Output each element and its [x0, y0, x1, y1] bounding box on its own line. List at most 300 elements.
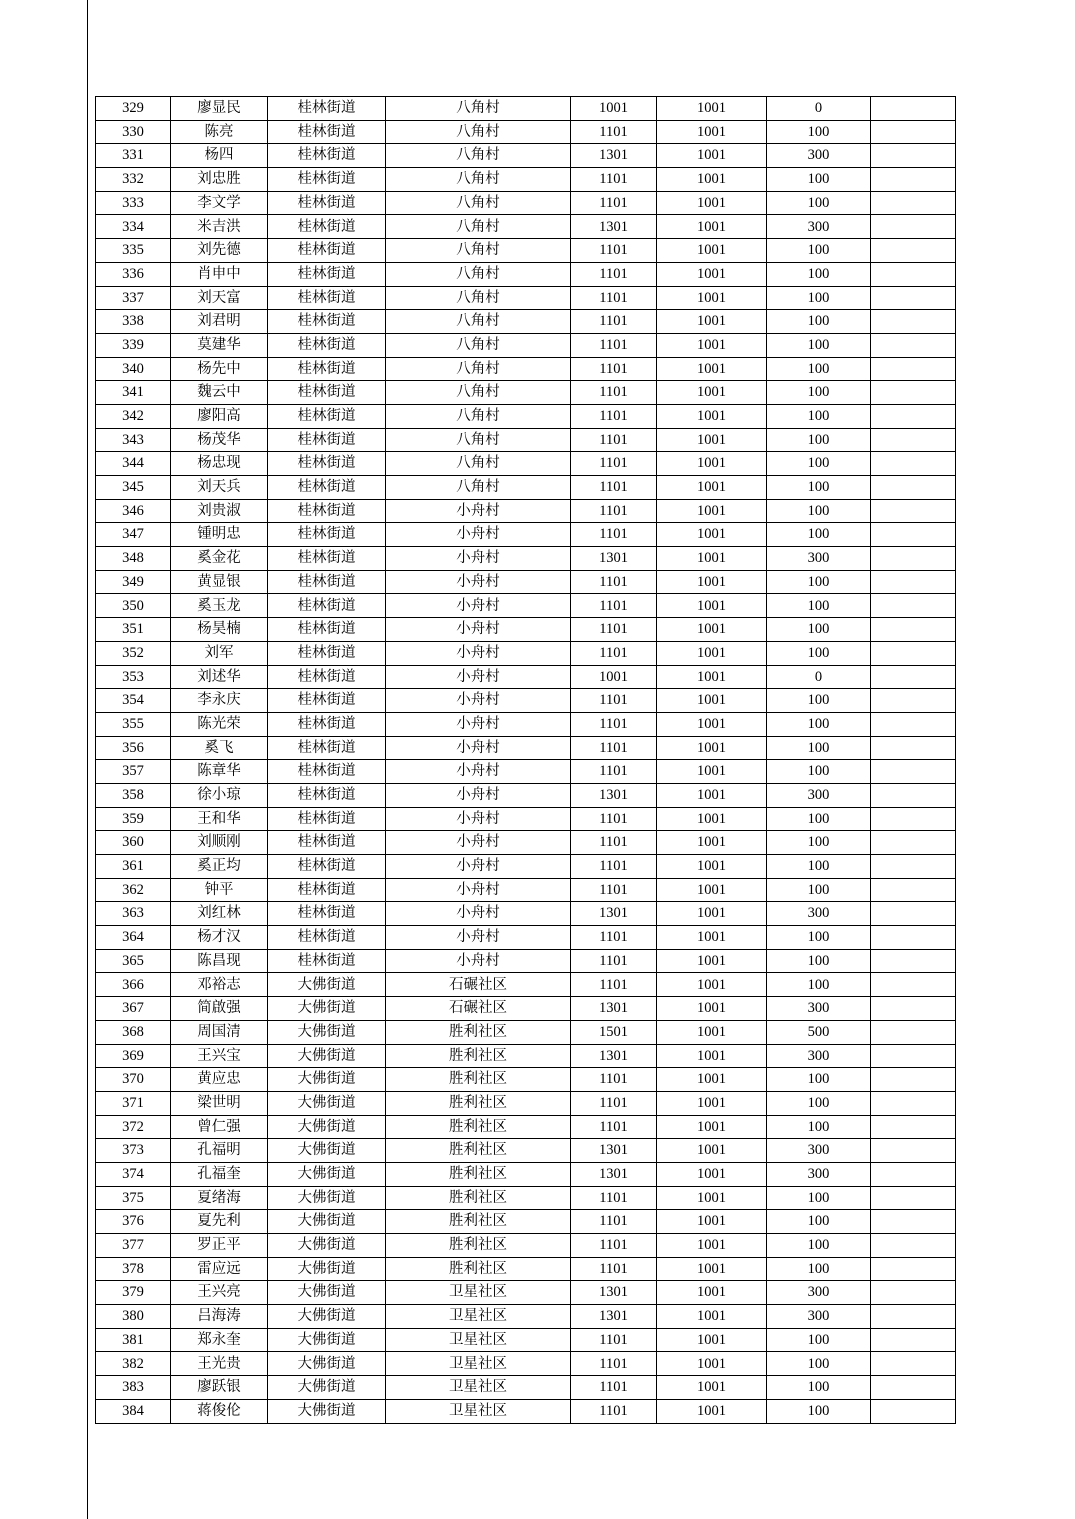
table-row — [96, 452, 956, 476]
cell-name: 杨才汉 — [171, 926, 268, 950]
cell-v2: 1001 — [657, 1305, 767, 1329]
table-row — [96, 428, 956, 452]
cell-village: 胜利社区 — [386, 1115, 571, 1139]
cell-v2: 1001 — [657, 712, 767, 736]
cell-name: 刘军 — [171, 641, 268, 665]
table-row — [96, 783, 956, 807]
cell-v3: 300 — [767, 215, 871, 239]
table-row — [96, 1162, 956, 1186]
cell-v3: 100 — [767, 1186, 871, 1210]
cell-no: 347 — [96, 523, 171, 547]
cell-v1: 1101 — [571, 120, 657, 144]
cell-v1: 1101 — [571, 286, 657, 310]
cell-no: 378 — [96, 1257, 171, 1281]
cell-street: 桂林街道 — [268, 949, 386, 973]
cell-v1: 1101 — [571, 381, 657, 405]
cell-street: 大佛街道 — [268, 1162, 386, 1186]
cell-name: 孔福明 — [171, 1139, 268, 1163]
table-row — [96, 689, 956, 713]
cell-street: 桂林街道 — [268, 712, 386, 736]
cell-street: 桂林街道 — [268, 641, 386, 665]
table-row — [96, 831, 956, 855]
table-row — [96, 1305, 956, 1329]
cell-no: 360 — [96, 831, 171, 855]
cell-v4 — [871, 1281, 956, 1305]
cell-v4 — [871, 97, 956, 121]
cell-v3: 100 — [767, 1115, 871, 1139]
cell-street: 大佛街道 — [268, 1210, 386, 1234]
cell-name: 奚飞 — [171, 736, 268, 760]
cell-v4 — [871, 831, 956, 855]
cell-name: 奚玉龙 — [171, 594, 268, 618]
cell-street: 桂林街道 — [268, 286, 386, 310]
cell-no: 371 — [96, 1091, 171, 1115]
cell-street: 大佛街道 — [268, 1020, 386, 1044]
cell-no: 359 — [96, 807, 171, 831]
cell-v3: 100 — [767, 120, 871, 144]
cell-street: 大佛街道 — [268, 1234, 386, 1258]
cell-no: 375 — [96, 1186, 171, 1210]
cell-village: 小舟村 — [386, 760, 571, 784]
cell-village: 胜利社区 — [386, 1020, 571, 1044]
cell-v2: 1001 — [657, 1352, 767, 1376]
cell-street: 桂林街道 — [268, 665, 386, 689]
cell-village: 小舟村 — [386, 949, 571, 973]
table-row — [96, 665, 956, 689]
table-row — [96, 855, 956, 879]
cell-v1: 1101 — [571, 333, 657, 357]
cell-street: 桂林街道 — [268, 452, 386, 476]
table-row — [96, 1044, 956, 1068]
cell-no: 357 — [96, 760, 171, 784]
cell-no: 362 — [96, 878, 171, 902]
cell-no: 333 — [96, 191, 171, 215]
cell-v4 — [871, 712, 956, 736]
cell-v1: 1301 — [571, 783, 657, 807]
table-row — [96, 1020, 956, 1044]
cell-street: 桂林街道 — [268, 902, 386, 926]
cell-name: 简啟强 — [171, 997, 268, 1021]
cell-v4 — [871, 523, 956, 547]
cell-no: 349 — [96, 570, 171, 594]
cell-street: 桂林街道 — [268, 144, 386, 168]
cell-no: 368 — [96, 1020, 171, 1044]
cell-v1: 1301 — [571, 1281, 657, 1305]
cell-v1: 1101 — [571, 760, 657, 784]
cell-village: 小舟村 — [386, 783, 571, 807]
cell-v4 — [871, 736, 956, 760]
cell-v3: 100 — [767, 926, 871, 950]
cell-v2: 1001 — [657, 523, 767, 547]
cell-street: 桂林街道 — [268, 618, 386, 642]
cell-village: 胜利社区 — [386, 1186, 571, 1210]
cell-village: 胜利社区 — [386, 1257, 571, 1281]
cell-v4 — [871, 1020, 956, 1044]
table-row — [96, 1234, 956, 1258]
cell-village: 小舟村 — [386, 499, 571, 523]
cell-v4 — [871, 333, 956, 357]
cell-name: 邓裕志 — [171, 973, 268, 997]
cell-street: 桂林街道 — [268, 831, 386, 855]
cell-v1: 1101 — [571, 878, 657, 902]
table-row — [96, 570, 956, 594]
cell-street: 桂林街道 — [268, 878, 386, 902]
cell-street: 桂林街道 — [268, 476, 386, 500]
cell-v4 — [871, 902, 956, 926]
table-row — [96, 1068, 956, 1092]
cell-v1: 1001 — [571, 665, 657, 689]
cell-v4 — [871, 855, 956, 879]
cell-v2: 1001 — [657, 807, 767, 831]
cell-v4 — [871, 1115, 956, 1139]
cell-v3: 100 — [767, 1328, 871, 1352]
cell-v2: 1001 — [657, 1210, 767, 1234]
table-row — [96, 902, 956, 926]
cell-v1: 1101 — [571, 689, 657, 713]
cell-street: 桂林街道 — [268, 215, 386, 239]
cell-no: 348 — [96, 547, 171, 571]
cell-v3: 100 — [767, 286, 871, 310]
cell-v4 — [871, 1376, 956, 1400]
cell-v4 — [871, 262, 956, 286]
cell-street: 桂林街道 — [268, 547, 386, 571]
cell-v3: 100 — [767, 168, 871, 192]
cell-v2: 1001 — [657, 689, 767, 713]
table-row — [96, 262, 956, 286]
table-row — [96, 381, 956, 405]
cell-v1: 1101 — [571, 949, 657, 973]
cell-v2: 1001 — [657, 618, 767, 642]
cell-name: 梁世明 — [171, 1091, 268, 1115]
cell-name: 米吉洪 — [171, 215, 268, 239]
cell-street: 大佛街道 — [268, 1281, 386, 1305]
cell-street: 桂林街道 — [268, 97, 386, 121]
cell-v2: 1001 — [657, 310, 767, 334]
cell-name: 郑永奎 — [171, 1328, 268, 1352]
cell-name: 莫建华 — [171, 333, 268, 357]
table-row — [96, 1139, 956, 1163]
cell-v4 — [871, 215, 956, 239]
records-table — [95, 96, 956, 1424]
cell-v2: 1001 — [657, 641, 767, 665]
table-row — [96, 1186, 956, 1210]
cell-v4 — [871, 1139, 956, 1163]
cell-v2: 1001 — [657, 239, 767, 263]
cell-no: 337 — [96, 286, 171, 310]
table-row — [96, 1091, 956, 1115]
cell-village: 八角村 — [386, 215, 571, 239]
cell-street: 桂林街道 — [268, 570, 386, 594]
cell-v1: 1101 — [571, 262, 657, 286]
cell-name: 陈亮 — [171, 120, 268, 144]
table-row — [96, 357, 956, 381]
cell-v1: 1101 — [571, 357, 657, 381]
cell-no: 336 — [96, 262, 171, 286]
cell-street: 大佛街道 — [268, 1305, 386, 1329]
cell-v1: 1301 — [571, 144, 657, 168]
cell-v4 — [871, 1068, 956, 1092]
cell-village: 小舟村 — [386, 926, 571, 950]
cell-v1: 1101 — [571, 310, 657, 334]
cell-street: 桂林街道 — [268, 191, 386, 215]
table-row — [96, 1281, 956, 1305]
table-row — [96, 1352, 956, 1376]
cell-street: 桂林街道 — [268, 855, 386, 879]
table-row — [96, 641, 956, 665]
table-row — [96, 594, 956, 618]
cell-v2: 1001 — [657, 476, 767, 500]
cell-no: 356 — [96, 736, 171, 760]
cell-name: 刘忠胜 — [171, 168, 268, 192]
cell-v4 — [871, 499, 956, 523]
cell-name: 廖显民 — [171, 97, 268, 121]
cell-v2: 1001 — [657, 215, 767, 239]
cell-v2: 1001 — [657, 1281, 767, 1305]
cell-village: 小舟村 — [386, 547, 571, 571]
cell-v3: 300 — [767, 547, 871, 571]
cell-v3: 100 — [767, 523, 871, 547]
cell-village: 小舟村 — [386, 831, 571, 855]
cell-v4 — [871, 310, 956, 334]
cell-v2: 1001 — [657, 333, 767, 357]
cell-v1: 1101 — [571, 191, 657, 215]
table-row — [96, 712, 956, 736]
cell-street: 大佛街道 — [268, 1044, 386, 1068]
cell-v1: 1101 — [571, 1210, 657, 1234]
table-row — [96, 1115, 956, 1139]
cell-v3: 0 — [767, 97, 871, 121]
cell-v1: 1101 — [571, 452, 657, 476]
cell-v2: 1001 — [657, 594, 767, 618]
cell-v4 — [871, 618, 956, 642]
cell-name: 吕海涛 — [171, 1305, 268, 1329]
table-row — [96, 997, 956, 1021]
cell-no: 381 — [96, 1328, 171, 1352]
cell-name: 杨忠现 — [171, 452, 268, 476]
cell-v3: 100 — [767, 1091, 871, 1115]
cell-no: 331 — [96, 144, 171, 168]
cell-street: 桂林街道 — [268, 594, 386, 618]
cell-v3: 100 — [767, 499, 871, 523]
table-row — [96, 1210, 956, 1234]
cell-v3: 300 — [767, 997, 871, 1021]
cell-no: 372 — [96, 1115, 171, 1139]
cell-v1: 1301 — [571, 902, 657, 926]
cell-v2: 1001 — [657, 404, 767, 428]
cell-v2: 1001 — [657, 973, 767, 997]
cell-v1: 1001 — [571, 97, 657, 121]
cell-v4 — [871, 239, 956, 263]
cell-village: 石碾社区 — [386, 973, 571, 997]
cell-street: 桂林街道 — [268, 333, 386, 357]
cell-street: 大佛街道 — [268, 1328, 386, 1352]
cell-v4 — [871, 689, 956, 713]
cell-v1: 1101 — [571, 168, 657, 192]
table-row — [96, 144, 956, 168]
table-row — [96, 736, 956, 760]
cell-v4 — [871, 760, 956, 784]
cell-v2: 1001 — [657, 144, 767, 168]
cell-v2: 1001 — [657, 855, 767, 879]
table-row — [96, 404, 956, 428]
cell-village: 卫星社区 — [386, 1328, 571, 1352]
table-row — [96, 120, 956, 144]
cell-village: 小舟村 — [386, 618, 571, 642]
cell-v2: 1001 — [657, 452, 767, 476]
cell-name: 徐小琼 — [171, 783, 268, 807]
cell-street: 桂林街道 — [268, 404, 386, 428]
cell-name: 王和华 — [171, 807, 268, 831]
cell-name: 孔福奎 — [171, 1162, 268, 1186]
cell-v3: 300 — [767, 783, 871, 807]
cell-v3: 300 — [767, 1281, 871, 1305]
cell-no: 346 — [96, 499, 171, 523]
table-row — [96, 973, 956, 997]
cell-v4 — [871, 997, 956, 1021]
cell-street: 桂林街道 — [268, 807, 386, 831]
cell-v1: 1101 — [571, 404, 657, 428]
cell-name: 陈光荣 — [171, 712, 268, 736]
cell-v3: 100 — [767, 428, 871, 452]
cell-v4 — [871, 594, 956, 618]
cell-street: 桂林街道 — [268, 168, 386, 192]
cell-v3: 100 — [767, 1352, 871, 1376]
records-table-body — [96, 97, 956, 1424]
cell-v2: 1001 — [657, 570, 767, 594]
cell-no: 366 — [96, 973, 171, 997]
cell-v3: 100 — [767, 476, 871, 500]
cell-v2: 1001 — [657, 783, 767, 807]
cell-v1: 1101 — [571, 1186, 657, 1210]
cell-village: 八角村 — [386, 381, 571, 405]
page-left-border — [87, 0, 88, 1519]
cell-v3: 100 — [767, 1234, 871, 1258]
cell-v4 — [871, 476, 956, 500]
cell-name: 刘贵淑 — [171, 499, 268, 523]
cell-no: 339 — [96, 333, 171, 357]
cell-village: 胜利社区 — [386, 1210, 571, 1234]
cell-street: 桂林街道 — [268, 262, 386, 286]
cell-street: 大佛街道 — [268, 997, 386, 1021]
cell-no: 351 — [96, 618, 171, 642]
cell-v2: 1001 — [657, 262, 767, 286]
cell-v1: 1101 — [571, 1399, 657, 1423]
cell-v4 — [871, 286, 956, 310]
cell-v3: 100 — [767, 736, 871, 760]
cell-name: 杨昊楠 — [171, 618, 268, 642]
table-row — [96, 499, 956, 523]
cell-street: 桂林街道 — [268, 689, 386, 713]
table-row — [96, 547, 956, 571]
cell-v1: 1101 — [571, 1234, 657, 1258]
cell-name: 罗正平 — [171, 1234, 268, 1258]
cell-name: 刘天富 — [171, 286, 268, 310]
cell-v1: 1101 — [571, 239, 657, 263]
cell-v2: 1001 — [657, 949, 767, 973]
cell-v2: 1001 — [657, 1162, 767, 1186]
cell-name: 夏绪海 — [171, 1186, 268, 1210]
cell-village: 卫星社区 — [386, 1305, 571, 1329]
cell-v2: 1001 — [657, 547, 767, 571]
cell-v3: 300 — [767, 902, 871, 926]
cell-village: 胜利社区 — [386, 1091, 571, 1115]
cell-street: 大佛街道 — [268, 1186, 386, 1210]
cell-name: 肖申中 — [171, 262, 268, 286]
cell-name: 周国清 — [171, 1020, 268, 1044]
cell-v3: 100 — [767, 404, 871, 428]
cell-v1: 1101 — [571, 1091, 657, 1115]
table-row — [96, 926, 956, 950]
cell-v3: 100 — [767, 973, 871, 997]
cell-village: 卫星社区 — [386, 1281, 571, 1305]
cell-v3: 300 — [767, 1162, 871, 1186]
cell-street: 桂林街道 — [268, 736, 386, 760]
table-row — [96, 476, 956, 500]
cell-name: 杨先中 — [171, 357, 268, 381]
cell-v2: 1001 — [657, 1399, 767, 1423]
cell-street: 大佛街道 — [268, 973, 386, 997]
cell-v3: 100 — [767, 760, 871, 784]
cell-no: 341 — [96, 381, 171, 405]
cell-v3: 100 — [767, 712, 871, 736]
cell-name: 陈昌现 — [171, 949, 268, 973]
cell-v4 — [871, 428, 956, 452]
cell-v4 — [871, 1257, 956, 1281]
cell-village: 小舟村 — [386, 855, 571, 879]
table-row — [96, 215, 956, 239]
cell-no: 363 — [96, 902, 171, 926]
cell-v3: 100 — [767, 262, 871, 286]
table-row — [96, 1399, 956, 1423]
cell-v3: 100 — [767, 689, 871, 713]
cell-name: 雷应远 — [171, 1257, 268, 1281]
cell-village: 胜利社区 — [386, 1162, 571, 1186]
cell-street: 大佛街道 — [268, 1139, 386, 1163]
cell-street: 桂林街道 — [268, 357, 386, 381]
cell-v2: 1001 — [657, 926, 767, 950]
cell-name: 钟平 — [171, 878, 268, 902]
cell-v2: 1001 — [657, 168, 767, 192]
cell-v1: 1101 — [571, 428, 657, 452]
cell-village: 小舟村 — [386, 641, 571, 665]
cell-name: 黄显银 — [171, 570, 268, 594]
cell-village: 八角村 — [386, 452, 571, 476]
cell-name: 王兴亮 — [171, 1281, 268, 1305]
cell-name: 廖阳高 — [171, 404, 268, 428]
cell-v3: 100 — [767, 594, 871, 618]
cell-v1: 1301 — [571, 547, 657, 571]
cell-v2: 1001 — [657, 1186, 767, 1210]
cell-v2: 1001 — [657, 997, 767, 1021]
cell-v2: 1001 — [657, 1376, 767, 1400]
cell-street: 大佛街道 — [268, 1376, 386, 1400]
cell-v3: 100 — [767, 239, 871, 263]
cell-no: 354 — [96, 689, 171, 713]
cell-v1: 1101 — [571, 973, 657, 997]
cell-street: 桂林街道 — [268, 499, 386, 523]
cell-v4 — [871, 547, 956, 571]
cell-no: 365 — [96, 949, 171, 973]
cell-v3: 100 — [767, 452, 871, 476]
cell-village: 八角村 — [386, 262, 571, 286]
cell-village: 八角村 — [386, 168, 571, 192]
cell-v3: 100 — [767, 1376, 871, 1400]
cell-village: 小舟村 — [386, 878, 571, 902]
cell-v1: 1101 — [571, 476, 657, 500]
table-row — [96, 1328, 956, 1352]
cell-village: 八角村 — [386, 120, 571, 144]
cell-v3: 100 — [767, 1210, 871, 1234]
